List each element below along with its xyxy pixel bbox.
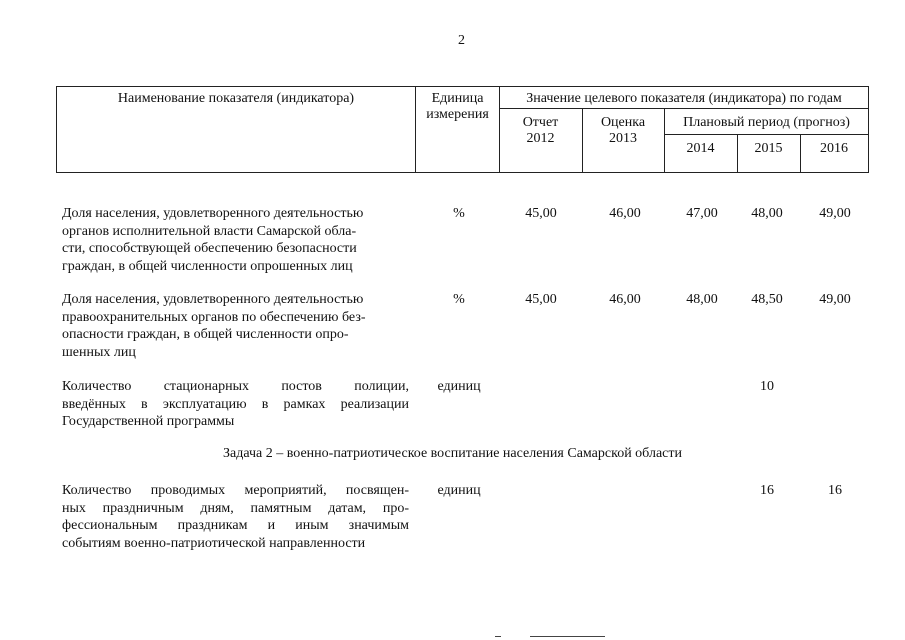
header-unit-line1: Единица <box>431 91 484 106</box>
header-plan-period: Плановый период (прогноз) <box>683 115 850 130</box>
task-heading: Задача 2 – военно-патриотическое воспитание населения Самарской области <box>223 446 682 461</box>
scan-mark <box>530 636 605 637</box>
row-value-2013: 46,00 <box>609 292 641 307</box>
row-value-2012: 45,00 <box>525 292 557 307</box>
header-report-year: 2012 <box>526 131 555 146</box>
header-unit-line2: измерения <box>426 107 489 122</box>
row-value-2015: 16 <box>760 483 774 498</box>
header-estimate-label: Оценка <box>600 115 646 130</box>
row-value-2015: 10 <box>760 379 774 394</box>
header-estimate-year: 2013 <box>609 131 637 146</box>
header-report-label: Отчет <box>522 115 559 130</box>
header-target-value: Значение целевого показателя (индикатора) по годам <box>526 91 842 106</box>
row-value-2012: 45,00 <box>525 206 557 221</box>
row-value-2015: 48,50 <box>751 292 783 307</box>
row-value-2015: 48,00 <box>751 206 783 221</box>
row-value-2013: 46,00 <box>609 206 641 221</box>
header-indicator-name: Наименование показателя (индикатора) <box>117 91 355 106</box>
row-indicator-text: Количество проводимых мероприятий, посвящен- ных праздничным дням, памятным датам, про- фессиональным праздникам и иным значимым событиям военно-патриотической направленности <box>62 483 409 551</box>
row-unit: % <box>453 292 465 307</box>
row-indicator-text: Количество стационарных постов полиции, введённых в эксплуатацию в рамках реализации Государственной программы <box>62 379 409 429</box>
row-indicator-text: Доля населения, удовлетворенного деятельностью правоохранительных органов по обеспечению без- опасности граждан, в общей численности опро- шенных лиц <box>62 292 366 360</box>
row-unit: единиц <box>437 483 481 498</box>
row-value-2016: 49,00 <box>819 206 851 221</box>
header-year-2014: 2014 <box>686 141 715 156</box>
page-number: 2 <box>458 33 465 48</box>
header-year-2015: 2015 <box>754 141 783 156</box>
row-value-2016: 49,00 <box>819 292 851 307</box>
row-unit: единиц <box>437 379 481 394</box>
row-value-2016: 16 <box>828 483 842 498</box>
row-indicator-text: Доля населения, удовлетворенного деятельностью органов исполнительной власти Самарской обла- сти, способствующей обеспечению безопасности граждан, в общей численности опрошенных лиц <box>62 206 364 274</box>
row-value-2014: 48,00 <box>686 292 718 307</box>
row-unit: % <box>453 206 465 221</box>
row-value-2014: 47,00 <box>686 206 718 221</box>
header-year-2016: 2016 <box>820 141 848 156</box>
scan-mark <box>495 636 501 637</box>
